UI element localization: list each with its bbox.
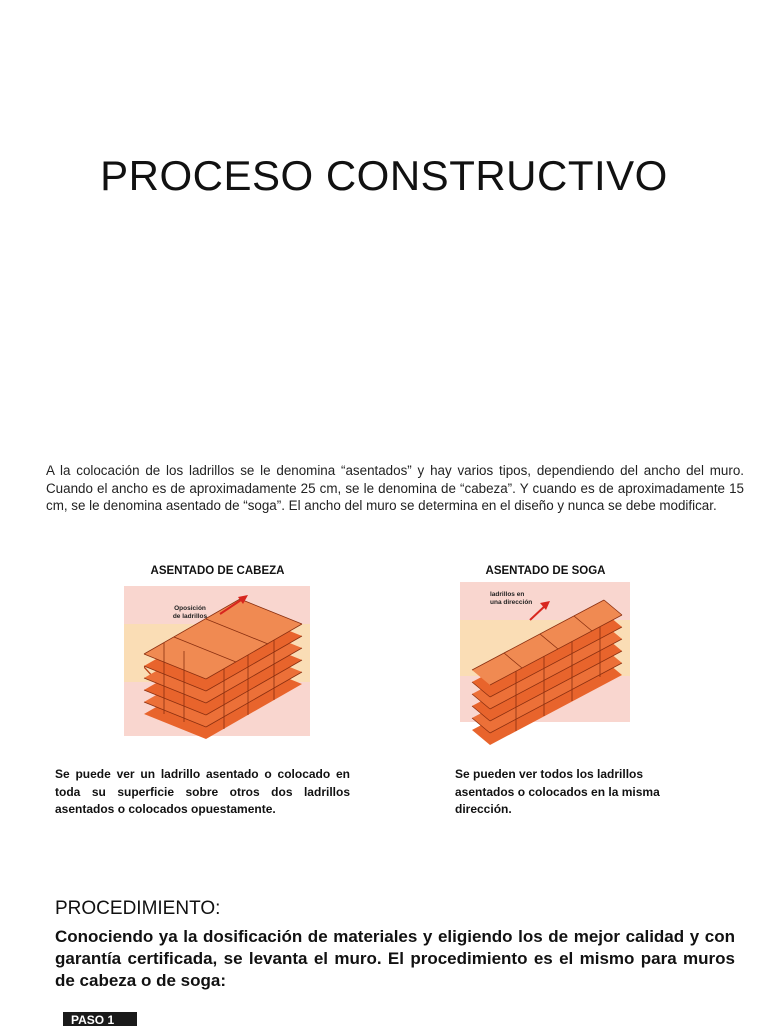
brick-wall-soga-illustration (460, 580, 632, 750)
annotation-line-2: de ladrillos (172, 613, 208, 620)
annotation-line-1: Oposición (174, 605, 206, 612)
step-badge: PASO 1 (63, 1012, 137, 1026)
figure-label-cabeza: ASENTADO DE CABEZA (150, 565, 285, 577)
intro-paragraph: A la colocación de los ladrillos se le denomina “asentados” y hay varios tipos, dependiendo del ancho del muro. Cuando el ancho es de aproximadamente 25 cm, se le denomina de “cabeza”. Y cuando es de aproximadamente 15 cm, se le denomina asentado de “soga”. El ancho del muro se determina en el diseño y nunca se debe modificar. (46, 463, 744, 513)
procedure-paragraph: Conociendo ya la dosificación de materiales y eligiendo los de mejor calidad y con garantía certificada, se levanta el muro. El procedimiento es el mismo para muros de cabeza o de soga: (55, 927, 735, 990)
procedure-heading: PROCEDIMIENTO: (55, 898, 221, 919)
figure-caption-soga: Se pueden ver todos los ladrillos asentados o colocados en la misma dirección. (455, 767, 660, 816)
figure-label-soga: ASENTADO DE SOGA (485, 565, 606, 577)
figure-caption-cabeza: Se puede ver un ladrillo asentado o colocado en toda su superficie sobre otros dos ladrillos asentados o colocados opuestamente. (55, 767, 350, 816)
page-title: PROCESO CONSTRUCTIVO (100, 152, 668, 199)
annotation-line-2: una dirección (490, 599, 533, 606)
brick-wall-cabeza-illustration (124, 584, 314, 742)
annotation-line-1: ladrillos en (490, 591, 525, 598)
